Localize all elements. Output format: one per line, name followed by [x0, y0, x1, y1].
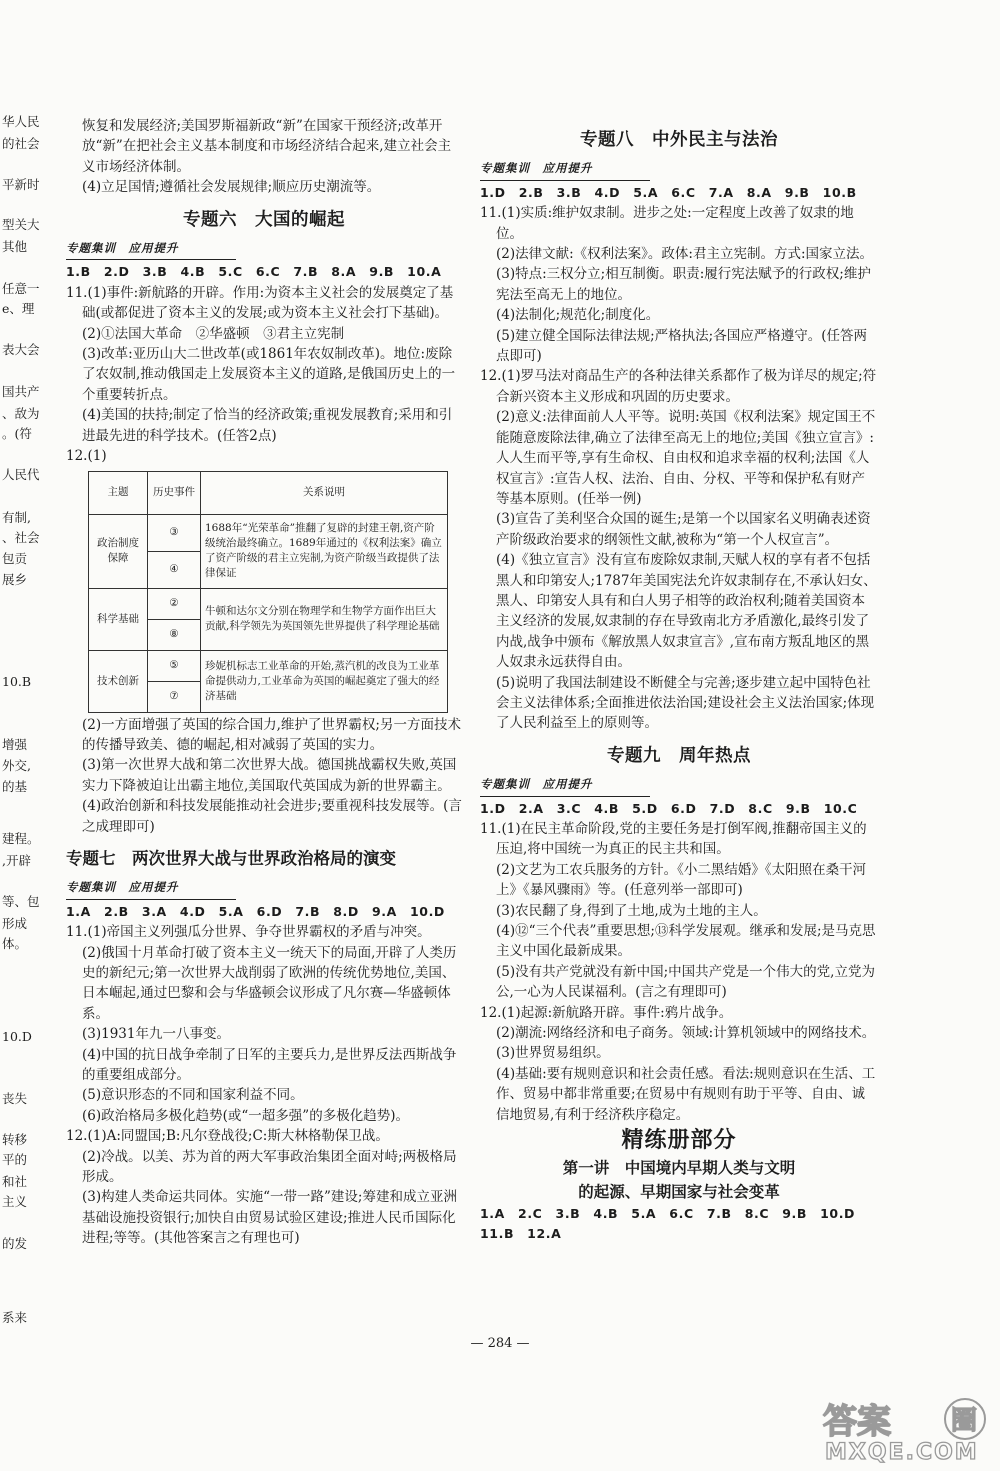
edge-text: 增强 [2, 737, 28, 752]
lecture-title-line: 的起源、早期国家与社会变革 [578, 1182, 780, 1201]
edge-text: 有制, [2, 510, 31, 525]
answer-paragraph: (3)特点:三权分立;相互制衡。职责:履行宪法赋予的行政权;维护宪法至高无上的地位。 [496, 266, 871, 303]
edge-text: 体。 [2, 936, 28, 951]
choice-answers: 1.A 2.C 3.B 4.B 5.A 6.C 7.B 8.C 9.B 10.D [480, 1205, 856, 1221]
column-right [480, 126, 878, 1244]
answer-paragraph: (4)⑫“三个代表”重要思想;⑬科学发展观。继承和发展;是马克思主义中国化最新成果。 [496, 923, 876, 960]
table-cell-event: ④ [148, 551, 201, 588]
svg-text:答案: 答案 [823, 1402, 891, 1442]
part-title: 精练册部分 [621, 1128, 737, 1154]
table-cell-event: ③ [148, 514, 201, 551]
table-cell-desc: 牛顿和达尔文分别在物理学和生物学方面作出巨大贡献,科学领先为英国领先世界提供了科学理论基础 [201, 588, 448, 650]
answer-paragraph: (3)农民翻了身,得到了土地,成为土地的主人。 [496, 902, 767, 919]
answer-paragraph: (3)第一次世界大战和第二次世界大战。德国挑战霸权失败,英国实力下降被迫让出霸主地位,美国取代英国成为新的世界霸主。 [82, 757, 457, 794]
edge-text: 人民代 [2, 467, 40, 482]
answer-paragraph: (2)法律文献:《权利法案》。政体:君主立宪制。方式:国家立法。 [496, 246, 874, 263]
choice-answers: 1.D 2.B 3.B 4.D 5.A 6.C 7.A 8.A 9.B 10.B [480, 184, 857, 200]
answer-paragraph: (5)建立健全国际法律法规;严格执法;各国应严格遵守。(任答两点即可) [496, 327, 867, 365]
answer-paragraph: (3)构建人类命运共同体。实施“一带一路”建设;筹建和成立亚洲基础设施投资银行;加快自由贸易试验区建设;推进人民币国际化进程;等等。(其他答案言之有理也可) [82, 1189, 457, 1247]
svg-text:MXQE.COM: MXQE.COM [825, 1440, 979, 1465]
table-cell-event: ⑤ [148, 650, 201, 681]
answer-paragraph: 12.(1)罗马法对商品生产的各种法律关系都作了极为详尽的规定;符合新兴资本主义形成和巩固的历史要求。 [480, 368, 877, 405]
edge-text: 丧失 [2, 1091, 28, 1106]
answer-paragraph: (4)基础:要有规则意识和社会责任感。看法:规则意识在生活、工作、贸易中都非常重要;在贸易中有规则有助于平等、自由、诚信地贸易,有利于经济秩序稳定。 [496, 1065, 876, 1123]
watermark-graphic [815, 1395, 995, 1465]
table-row [89, 588, 448, 619]
edge-text: 的基 [2, 779, 28, 794]
choice-answers: 1.B 2.D 3.B 4.B 5.C 6.C 7.B 8.A 9.B 10.A [66, 264, 442, 280]
edge-text: 的社会 [2, 136, 40, 151]
answer-paragraph: (2)文艺为工农兵服务的方针。《小二黑结婚》《太阳照在桑干河上》《暴风骤雨》等。(任意列举一部即可) [496, 861, 867, 899]
answer-paragraph: (3)改革:亚历山大二世改革(或1861年农奴制改革)。地位:废除了农奴制,推动俄国走上发展资本主义的道路,是俄国历史上的一个重要转折点。 [82, 346, 456, 403]
section-subtitle: 专题集训 应用提升 [66, 238, 236, 260]
edge-text: 、社会 [2, 530, 40, 545]
edge-text: 展乡 [2, 572, 28, 587]
answer-paragraph: (5)说明了我国法制建设不断健全与完善;逐步建立起中国特色社会主义法律体系;全面推进依法治国;建设社会主义法治国家;体现了人民利益至上的原则等。 [496, 674, 875, 732]
answer-paragraph: (4)中国的抗日战争牵制了日军的主要兵力,是世界反法西斯战争的重要组成部分。 [82, 1046, 457, 1083]
section-subtitle: 专题集训 应用提升 [480, 774, 650, 796]
column-left [66, 116, 462, 1249]
lecture-title-line: 第一讲 中国境内早期人类与文明 [562, 1158, 796, 1177]
answer-paragraph: (2)意义:法律面前人人平等。说明:英国《权利法案》规定国王不能随意废除法律,确立了法律至高无上的地位;美国《独立宣言》:人人生而平等,享有生命权、自由权和追求幸福的权利;法国《人权宣言》:宣告人权、法治、自由、分权、平等和保护私有财产等基本原则。(任举一例) [496, 409, 876, 507]
answer-paragraph: (2)潮流:网络经济和电子商务。领域:计算机领域中的网络技术。 [496, 1025, 876, 1042]
section-title-9: 专题九 周年热点 [607, 745, 751, 766]
table-cell-event: ⑦ [148, 681, 201, 712]
answer-paragraph: 11.(1)实质:维护奴隶制。进步之处:一定程度上改善了奴隶的地位。 [480, 205, 854, 242]
intro-paragraph: (4)立足国情;遵循社会发展规律;顺应历史潮流等。 [82, 179, 381, 196]
edge-text: 系来 [2, 1310, 28, 1325]
intro-paragraph: 恢复和发展经济;美国罗斯福新政“新”在国家干预经济;改革开放“新”在把社会主义基本制度和市场经济结合起来,建立社会主义市场经济体制。 [82, 118, 452, 175]
edge-text: 外交, [2, 758, 31, 773]
edge-text: 。(符 [2, 426, 32, 441]
choice-answers: 1.D 2.A 3.C 4.B 5.D 6.D 7.D 8.C 9.B 10.C [480, 800, 858, 816]
edge-text: 的发 [2, 1236, 28, 1251]
section-title-7: 专题七 两次世界大战与世界政治格局的演变 [66, 848, 396, 868]
table-row [89, 650, 448, 681]
answer-paragraph: 11.(1)帝国主义列强瓜分世界、争夺世界霸权的矛盾与冲突。 [66, 924, 431, 941]
answer-paragraph: (4)政治创新和科技发展能推动社会进步;要重视科技发展等。(言之成理即可) [82, 798, 462, 835]
table-header-row [89, 471, 448, 514]
answer-paragraph: (5)没有共产党就没有新中国;中国共产党是一个伟大的党,立党为公,一心为人民谋福利。(言之有理即可) [496, 963, 875, 1001]
choice-answers: 1.A 2.B 3.A 4.D 5.A 6.D 7.B 8.D 9.A 10.D [66, 903, 445, 919]
answer-paragraph: 12.(1)起源:新航路开辟。事件:鸦片战争。 [480, 1004, 733, 1021]
edge-text: ,开辟 [2, 853, 31, 868]
answer-paragraph: (3)世界贸易组织。 [496, 1045, 610, 1062]
table-cell-event: ② [148, 588, 201, 619]
table-header: 历史事件 [148, 471, 201, 514]
table-cell-event: ⑧ [148, 619, 201, 650]
section-subtitle: 专题集训 应用提升 [66, 877, 236, 899]
relation-table [88, 471, 448, 713]
edge-text: 表大会 [2, 342, 40, 357]
choice-answers: 11.B 12.A [480, 1225, 562, 1241]
answer-paragraph: 11.(1)事件:新航路的开辟。作用:为资本主义社会的发展奠定了基础(或都促进了资本主义的发展;或为资本主义社会打下基础)。 [66, 284, 454, 322]
edge-text: e、理 [2, 301, 35, 316]
answer-paragraph: (2)冷战。以美、苏为首的两大军事政治集团全面对峙;两极格局形成。 [82, 1148, 457, 1186]
edge-text: 主义 [2, 1194, 28, 1209]
edge-text: 10.D [2, 1029, 32, 1044]
edge-text: 和社 [2, 1174, 28, 1189]
table-cell-desc: 1688年“光荣革命”推翻了复辟的封建王朝,资产阶级统治最终确立。1689年通过的《权利法案》确立了资产阶级的君主立宪制,为资产阶级当政提供了法律保证 [201, 514, 448, 588]
watermark-logo [815, 1395, 995, 1465]
page-number: — 284 — [470, 1336, 530, 1351]
table-cell-topic: 技术创新 [89, 650, 148, 712]
svg-text:圈: 圈 [951, 1406, 978, 1436]
section-subtitle: 专题集训 应用提升 [480, 158, 650, 180]
answer-paragraph: (6)政治格局多极化趋势(或“一超多强”的多极化趋势)。 [82, 1107, 409, 1124]
answer-paragraph: (2)一方面增强了英国的综合国力,维护了世界霸权;另一方面技术的传播导致美、德的崛起,相对减弱了英国的实力。 [82, 716, 461, 753]
answer-paragraph: 11.(1)在民主革命阶段,党的主要任务是打倒军阀,推翻帝国主义的压迫,将中国统一为真正的民主共和国。 [480, 821, 867, 858]
edge-text: 转移 [2, 1132, 28, 1147]
answer-paragraph: (4)法制化;规范化;制度化。 [496, 307, 660, 324]
table-row [89, 514, 448, 551]
table-header: 关系说明 [201, 471, 448, 514]
answer-paragraph: (3)宣告了美利坚合众国的诞生;是第一个以国家名义明确表述资产阶级政治要求的纲领性文献,被称为“第一个人权宣言”。 [496, 511, 871, 548]
answer-paragraph: (3)1931年九一八事变。 [82, 1026, 230, 1043]
edge-text: 、敌为 [2, 406, 40, 421]
table-header: 主题 [89, 471, 148, 514]
edge-text: 等、包 [2, 894, 40, 909]
edge-text: 型关大 [2, 217, 40, 232]
edge-text: 平新时 [2, 177, 40, 192]
answer-paragraph: (2)俄国十月革命打破了资本主义一统天下的局面,开辟了人类历史的新纪元;第一次世界大战削弱了欧洲的传统优势地位,美国、日本崛起,通过巴黎和会与华盛顿会议形成了凡尔赛—华盛顿体系。 [82, 944, 457, 1022]
answer-paragraph: (5)意识形态的不同和国家利益不同。 [82, 1087, 304, 1104]
edge-text: 国共产 [2, 384, 40, 399]
edge-text: 包贡 [2, 551, 28, 566]
section-title-6: 专题六 大国的崛起 [183, 209, 345, 230]
question-label: 12.(1) [66, 448, 107, 465]
edge-text: 10.B [2, 674, 32, 689]
answer-paragraph: (4)美国的扶持;制定了恰当的经济政策;重视发展教育;采用和引进最先进的科学技术。(任答2点) [82, 407, 453, 444]
edge-text: 形成 [2, 916, 28, 931]
edge-text: 建程。 [2, 831, 40, 846]
edge-text: 任意一 [2, 281, 40, 296]
edge-text: 华人民 [2, 114, 40, 129]
table-cell-topic: 政治制度保障 [89, 514, 148, 588]
answer-paragraph: 12.(1)A:同盟国;B:凡尔登战役;C:斯大林格勒保卫战。 [66, 1128, 389, 1145]
answer-paragraph: (2)①法国大革命 ②华盛顿 ③君主立宪制 [82, 325, 345, 342]
section-title-8: 专题八 中外民主与法治 [580, 130, 778, 150]
table-cell-topic: 科学基础 [89, 588, 148, 650]
answer-paragraph: (4)《独立宣言》没有宣布废除奴隶制,天赋人权的享有者不包括黑人和印第安人;1787年美国宪法允许奴隶制存在,不承认妇女、黑人、印第安人具有和白人男子相等的政治权利;随着美国资本主义经济的发展,奴隶制的存在导致南北方矛盾激化,最终引发了内战,战争中颁布《解放黑人奴隶宣言》,宣布南方叛乱地区的黑人奴隶永远获得自由。 [496, 552, 877, 671]
edge-text: 平的 [2, 1152, 28, 1167]
table-cell-desc: 珍妮机标志工业革命的开始,蒸汽机的改良为工业革命提供动力,工业革命为英国的崛起奠定了强大的经济基础 [201, 650, 448, 712]
edge-text: 其他 [2, 239, 28, 254]
